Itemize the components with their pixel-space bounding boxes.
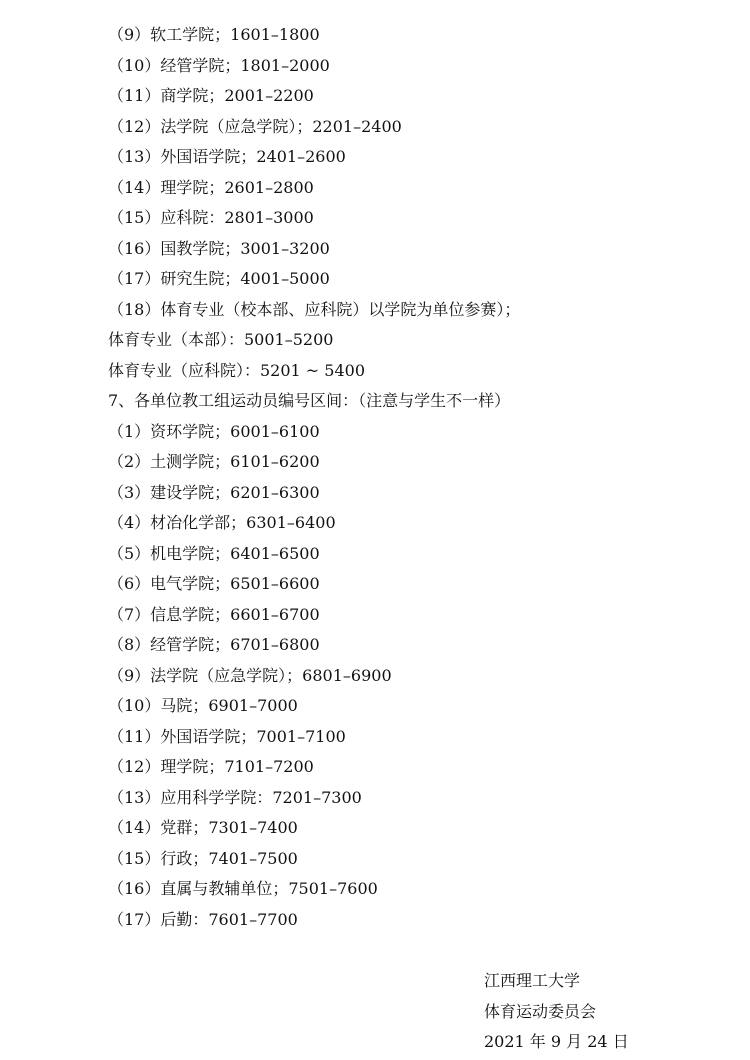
- staff-range-item: （14）党群；7301–7400: [108, 818, 298, 837]
- student-range-item: （11）商学院；2001–2200: [108, 86, 314, 105]
- staff-section-heading: 7、各单位教工组运动员编号区间：（注意与学生不一样）: [108, 391, 511, 410]
- staff-range-item: （15）行政；7401–7500: [108, 849, 298, 868]
- pe-range-item: 体育专业（应科院）：5201 ~ 5400: [108, 361, 366, 380]
- staff-range-item: （16）直属与教辅单位；7501–7600: [108, 879, 378, 898]
- student-range-item: （14）理学院；2601–2800: [108, 178, 314, 197]
- staff-range-item: （10）马院；6901–7000: [108, 696, 298, 715]
- signature-committee: 体育运动委员会: [484, 1002, 597, 1021]
- staff-range-item: （8）经管学院；6701–6800: [108, 635, 320, 654]
- staff-range-item: （2）土测学院；6101–6200: [108, 452, 320, 471]
- student-range-item: （18）体育专业（校本部、应科院）以学院为单位参赛）；: [108, 300, 521, 319]
- staff-range-item: （9）法学院（应急学院）；6801–6900: [108, 666, 392, 685]
- staff-range-item: （6）电气学院；6501–6600: [108, 574, 320, 593]
- staff-range-item: （13）应用科学学院：7201–7300: [108, 788, 362, 807]
- student-range-item: （12）法学院（应急学院）；2201–2400: [108, 117, 402, 136]
- student-range-item: （17）研究生院；4001–5000: [108, 269, 330, 288]
- staff-range-item: （7）信息学院；6601–6700: [108, 605, 320, 624]
- student-range-item: （9）软工学院；1601–1800: [108, 25, 320, 44]
- staff-range-item: （4）材冶化学部；6301–6400: [108, 513, 336, 532]
- student-range-item: （10）经管学院；1801–2000: [108, 56, 330, 75]
- staff-range-item: （3）建设学院；6201–6300: [108, 483, 320, 502]
- signature-university: 江西理工大学: [484, 971, 581, 990]
- student-range-item: （16）国教学院；3001–3200: [108, 239, 330, 258]
- staff-range-item: （12）理学院；7101–7200: [108, 757, 314, 776]
- staff-range-item: （17）后勤：7601–7700: [108, 910, 298, 929]
- staff-range-item: （11）外国语学院；7001–7100: [108, 727, 346, 746]
- signature-date: 2021 年 9 月 24 日: [484, 1032, 629, 1051]
- student-range-item: （13）外国语学院；2401–2600: [108, 147, 346, 166]
- pe-range-item: 体育专业（本部）：5001–5200: [108, 330, 334, 349]
- student-range-item: （15）应科院：2801–3000: [108, 208, 314, 227]
- staff-range-item: （5）机电学院；6401–6500: [108, 544, 320, 563]
- staff-range-item: （1）资环学院；6001–6100: [108, 422, 320, 441]
